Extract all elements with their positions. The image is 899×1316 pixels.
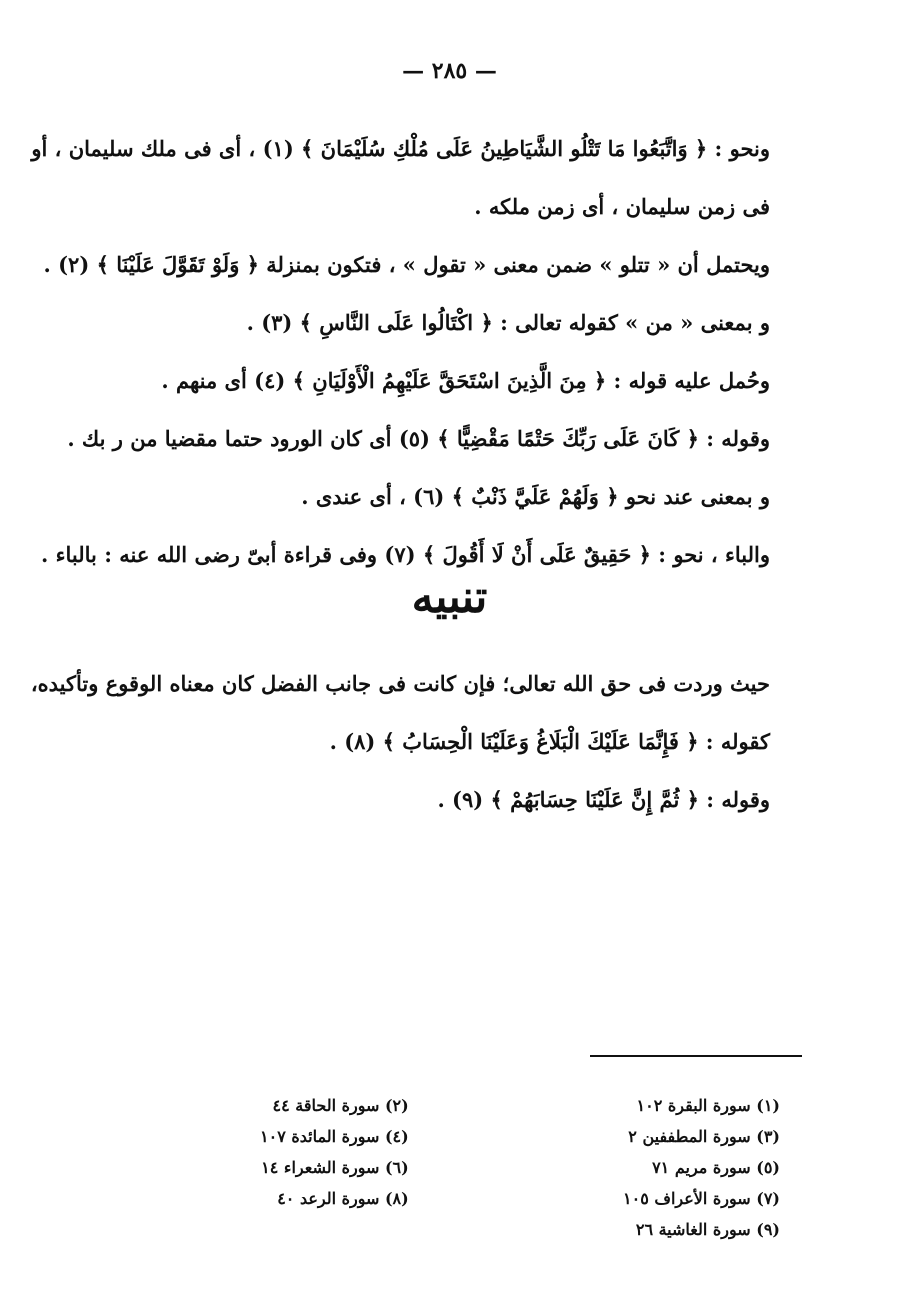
text-line: و بمعنى « من » كقوله تعالى : ﴿ اكْتَالُوا عَلَى النَّاسِ ﴾ (٣) .: [246, 310, 770, 335]
text-line: وقوله : ﴿ ثُمَّ إِنَّ عَلَيْنَا حِسَابَهُمْ ﴾ (٩) .: [437, 787, 770, 812]
text-line: ويحتمل أن « تتلو » ضمن معنى « تقول » ، فتكون بمنزلة ﴿ وَلَوْ تَقَوَّلَ عَلَيْنَا ﴾ (٢) .: [43, 252, 770, 277]
text-line: كقوله : ﴿ فَإِنَّمَا عَلَيْكَ الْبَلَاغُ وَعَلَيْنَا الْحِسَابُ ﴾ (٨) .: [329, 729, 770, 754]
footnotes-left-column: [260, 1090, 409, 1245]
footnote: (٣) سورة المطففين ٢: [628, 1127, 780, 1146]
footnote: (٨) سورة الرعد ٤٠: [277, 1189, 409, 1208]
footnotes-right-column: [623, 1090, 780, 1245]
footnotes: [260, 1090, 780, 1245]
text-line: ونحو : ﴿ وَاتَّبَعُوا مَا تَتْلُو الشَّيَاطِينُ عَلَى مُلْكِ سُلَيْمَانَ ﴾ (١) ، أى فى ملك سليمان ، أو: [31, 136, 770, 161]
text-line: فى زمن سليمان ، أى زمن ملكه .: [474, 194, 770, 219]
footnote: (٩) سورة الغاشية ٢٦: [635, 1220, 780, 1239]
section-text-block: [30, 655, 770, 829]
footnote: (٥) سورة مريم ٧١: [652, 1158, 780, 1177]
footnote: (٢) سورة الحاقة ٤٤: [272, 1096, 409, 1115]
text-line: و بمعنى عند نحو ﴿ وَلَهُمْ عَلَيَّ ذَنْبٌ ﴾ (٦) ، أى عندى .: [301, 484, 770, 509]
footnote: (٧) سورة الأعراف ١٠٥: [623, 1189, 780, 1208]
page-number: — ٢٨٥ —: [402, 58, 497, 84]
footnote-divider: [590, 1055, 802, 1057]
text-line: وقوله : ﴿ كَانَ عَلَى رَبِّكَ حَتْمًا مَقْضِيًّا ﴾ (٥) أى كان الورود حتما مقضيا من ر بك .: [67, 426, 770, 451]
section-heading: تنبيه: [411, 572, 488, 623]
main-text-block: [31, 120, 770, 584]
text-line: والباء ، نحو : ﴿ حَقِيقٌ عَلَى أَنْ لَا أَقُولَ ﴾ (٧) وفى قراءة أبىّ رضى الله عنه : بالباء .: [41, 542, 770, 567]
footnote: (٤) سورة المائدة ١٠٧: [260, 1127, 409, 1146]
footnote: (٦) سورة الشعراء ١٤: [261, 1158, 409, 1177]
text-line: وحُمل عليه قوله : ﴿ مِنَ الَّذِينَ اسْتَحَقَّ عَلَيْهِمُ الْأَوْلَيَانِ ﴾ (٤) أى منهم .: [161, 368, 770, 393]
text-line: حيث وردت فى حق الله تعالى؛ فإن كانت فى جانب الفضل كان معناه الوقوع وتأكيده،: [30, 671, 770, 696]
footnote: (١) سورة البقرة ١٠٢: [636, 1096, 780, 1115]
